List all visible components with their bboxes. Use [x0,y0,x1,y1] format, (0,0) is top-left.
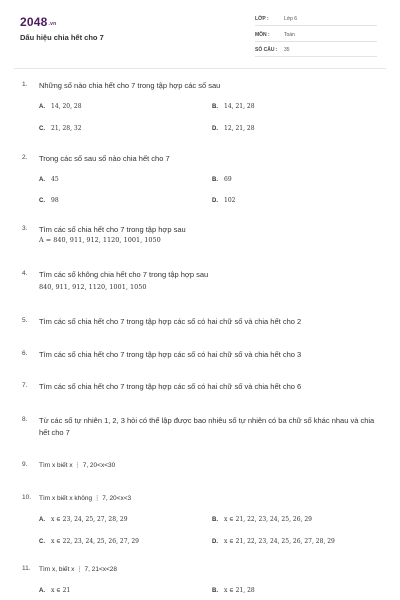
option-value: 102 [224,197,236,204]
meta-class-value: Lớp 6 [284,16,298,22]
question-number: 8. [22,416,28,423]
option-value: 21, 28, 32 [51,125,82,132]
question-number: 4. [22,270,28,277]
option-d[interactable] [212,125,255,132]
option-value: 98 [51,197,59,204]
question-text: Tìm các số chia hết cho 7 trong tập hợp các số có hai chữ số và chia hết cho 2 [39,317,302,326]
logo-domain-text: .vn [48,21,57,27]
option-letter: D. [212,539,218,545]
option-value: x ∈ 21, 22, 23, 24, 25, 26, 27, 28, 29 [224,538,335,545]
logo-main-text: 2048 [20,15,48,29]
option-value: x ∈ 21, 22, 23, 24, 25, 26, 29 [224,516,312,523]
option-c[interactable] [39,538,139,545]
question-number: 2. [22,154,28,161]
option-a[interactable] [39,587,70,594]
option-letter: B. [212,177,218,183]
question-text: Tìm các số chia hết cho 7 trong tập hợp sau [39,225,186,234]
option-letter: A. [39,177,45,183]
question-number: 11. [22,565,31,572]
option-letter: C. [39,539,45,545]
meta-subject-row [255,30,377,42]
option-letter: C. [39,198,45,204]
question-text: Tìm x, biết x ⋮ 7, 21<x<28 [39,566,118,573]
option-a[interactable] [39,516,128,523]
option-value: 14, 21, 28 [224,103,255,110]
option-b[interactable] [212,516,312,523]
option-b[interactable] [212,176,232,183]
question-text: Tìm các số chia hết cho 7 trong tập hợp các số có hai chữ số và chia hết cho 6 [39,382,302,391]
meta-count-label: SỐ CÂU : [255,47,278,53]
option-a[interactable] [39,176,59,183]
question-text: Từ các số tự nhiên 1, 2, 3 hỏi có thể lập được bao nhiêu số tự nhiên có ba chữ số khác nhau và chia hết cho 7 [39,416,375,437]
option-letter: C. [39,126,45,132]
option-letter: A. [39,588,45,594]
header-divider [14,68,386,69]
option-value: x ∈ 21, 28 [224,587,255,594]
question-number: 3. [22,225,28,232]
meta-subject-value: Toán [284,32,295,38]
question-text: Tìm x biết x không ⋮ 7, 20<x<3 [39,495,132,502]
question-text: Tìm x biết x ⋮ 7, 20<x<30 [39,462,116,469]
option-value: 69 [224,176,232,183]
question-number: 6. [22,350,28,357]
option-letter: A. [39,517,45,523]
meta-class-row [255,14,377,26]
question-text: Tìm các số không chia hết cho 7 trong tập hợp sau [39,270,209,279]
option-d[interactable] [212,197,235,204]
question-text: Tìm các số chia hết cho 7 trong tập hợp các số có hai chữ số và chia hết cho 3 [39,350,302,359]
option-value: x ∈ 22, 23, 24, 25, 26, 27, 29 [51,538,139,545]
option-b[interactable] [212,103,255,110]
question-number: 10. [22,494,32,501]
option-value: 14, 20, 28 [51,103,82,110]
worksheet-header [0,0,400,66]
option-d[interactable] [212,538,335,545]
option-value: x ∈ 21 [51,587,71,594]
question-number: 7. [22,382,28,389]
question-number: 5. [22,317,28,324]
option-b[interactable] [212,587,255,594]
site-logo[interactable] [20,15,56,29]
option-letter: B. [212,588,218,594]
option-value: x ∈ 23, 24, 25, 27, 28, 29 [51,516,128,523]
meta-count-value: 35 [284,47,290,53]
option-value: 45 [51,176,59,183]
meta-subject-label: MÔN : [255,32,270,38]
option-c[interactable] [39,125,82,132]
meta-count-row [255,45,377,57]
question-text: Những số nào chia hết cho 7 trong tập hợp các số sau [39,81,221,90]
option-letter: D. [212,198,218,204]
question-number: 9. [22,461,28,468]
question-set: A = 840, 911, 912, 1120, 1001, 1050 [39,236,161,244]
option-letter: B. [212,517,218,523]
option-letter: D. [212,126,218,132]
meta-class-label: LỚP : [255,16,269,22]
question-number: 1. [22,81,28,88]
worksheet-title: Dấu hiệu chia hết cho 7 [20,33,104,42]
question-set: 840, 911, 912, 1120, 1001, 1050 [39,283,147,291]
question-text: Trong các số sau số nào chia hết cho 7 [39,154,170,163]
option-value: 12, 21, 28 [224,125,255,132]
option-a[interactable] [39,103,82,110]
option-c[interactable] [39,197,59,204]
option-letter: B. [212,104,218,110]
option-letter: A. [39,104,45,110]
